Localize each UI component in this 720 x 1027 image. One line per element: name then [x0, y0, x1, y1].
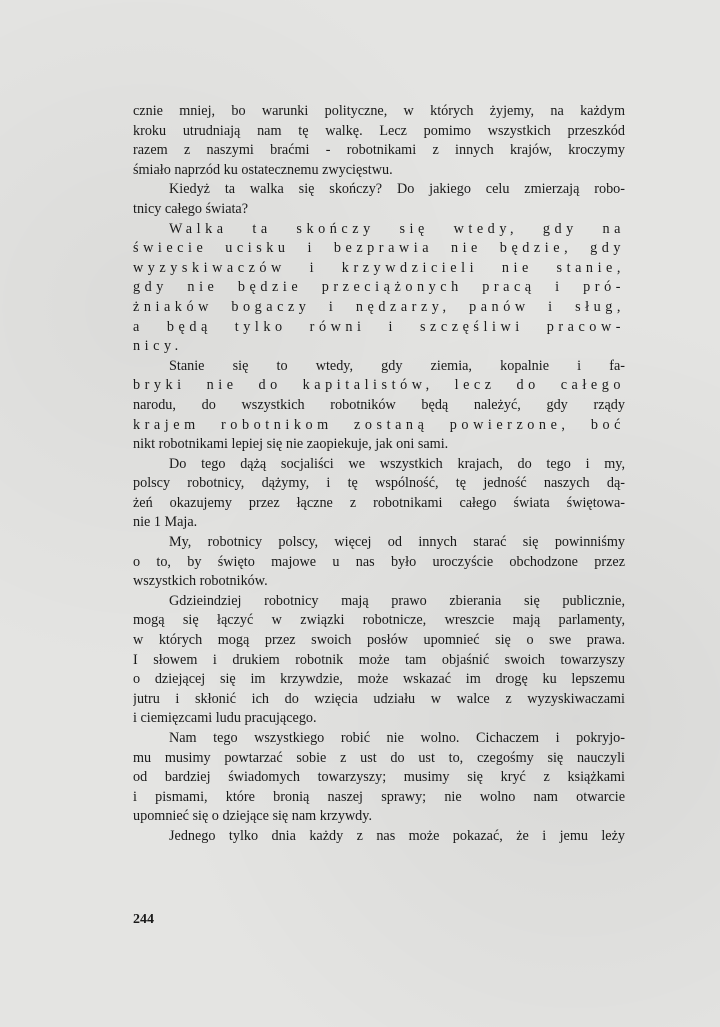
text-line: kroku utrudniają nam tę walkę. Lecz pomimo wszystkich przeszkód	[133, 122, 625, 139]
text-line: mogą się łączyć w związki robotnicze, wreszcie mają parlamenty,	[133, 612, 625, 629]
text-line: nie 1 Maja.	[133, 514, 198, 531]
body-text	[133, 102, 625, 847]
text-line: od bardziej świadomych towarzyszy; musimy się kryć z książkami	[133, 769, 625, 786]
text-line: Do tego dążą socjaliści we wszystkich krajach, do tego i my,	[169, 455, 625, 472]
text-line: I słowem i drukiem robotnik może tam objaśnić swoich towarzyszy	[133, 651, 625, 668]
text-line: o dziejącej się im krzywdzie, może wskazać im drogę ku lepszemu	[133, 671, 625, 688]
text-line: razem z naszymi braćmi - robotnikami z innych krajów, kroczymy	[133, 142, 625, 159]
text-line: w których mogą przez swoich posłów upomnieć się o swe prawa.	[133, 632, 625, 649]
text-line: mu musimy powtarzać sobie z ust do ust to, czegośmy się nauczyli	[133, 749, 625, 766]
text-line-spaced: żniaków bogaczy i nędzarzy, panów i sług,	[133, 298, 625, 315]
text-line-spaced: świecie ucisku i bezprawia nie będzie, gdy	[133, 240, 625, 257]
text-line: Gdzieindziej robotnicy mają prawo zbierania się publicznie,	[169, 592, 625, 609]
text-line: i pismami, które bronią naszej sprawy; nie wolno nam otwarcie	[133, 788, 625, 805]
text-line: tnicy całego świata?	[133, 200, 249, 217]
text-line-spaced: gdy nie będzie przeciążonych pracą i pró-	[133, 279, 625, 296]
text-line-spaced: a będą tylko równi i szczęśliwi pracow-	[133, 318, 625, 335]
text-line: polscy robotnicy, dążymy, i tę wspólność, tę jedność naszych dą-	[133, 475, 625, 492]
text-line-spaced: bryki nie do kapitalistów, lecz do całego	[133, 377, 625, 394]
page-number: 244	[133, 912, 154, 927]
text-line: narodu, do wszystkich robotników będą należyć, gdy rządy	[133, 396, 625, 413]
text-line: Nam tego wszystkiego robić nie wolno. Cichaczem i pokryjo-	[169, 730, 625, 746]
text-line: o to, by święto majowe u nas było uroczyście obchodzone przez	[133, 553, 625, 570]
text-line: wszystkich robotników.	[133, 573, 268, 590]
text-line: i ciemięzcami ludu pracującego.	[133, 710, 317, 727]
text-line: jutru i skłonić ich do wzięcia udziału w walce z wyzyskiwaczami	[133, 690, 625, 707]
text-line: Kiedyż ta walka się skończy? Do jakiego celu zmierzają robo-	[169, 181, 625, 198]
text-line-spaced: Walka ta skończy się wtedy, gdy na	[169, 220, 625, 237]
text-line: Stanie się to wtedy, gdy ziemia, kopalnie i fa-	[169, 357, 625, 374]
text-line-spaced: nicy.	[133, 338, 183, 355]
text-line-spaced: wyzyskiwaczów i krzywdzicieli nie stanie,	[133, 259, 625, 276]
text-line-spaced: krajem robotnikom zostaną powierzone, boć	[133, 416, 625, 433]
text-line: śmiało naprzód ku ostatecznemu zwycięstwu.	[133, 161, 393, 178]
text-line: cznie mniej, bo warunki polityczne, w których żyjemy, na każdym	[133, 103, 625, 119]
text-line: żeń okazujemy przez łączne z robotnikami całego świata świętowa-	[133, 494, 625, 511]
text-line: nikt robotnikami lepiej się nie zaopiekuje, jak oni sami.	[133, 436, 449, 453]
text-line: Jednego tylko dnia każdy z nas może pokazać, że i jemu leży	[169, 827, 625, 844]
text-line: upomnieć się o dziejące się nam krzywdy.	[133, 808, 372, 825]
text-line: My, robotnicy polscy, więcej od innych starać się powinniśmy	[169, 534, 625, 551]
